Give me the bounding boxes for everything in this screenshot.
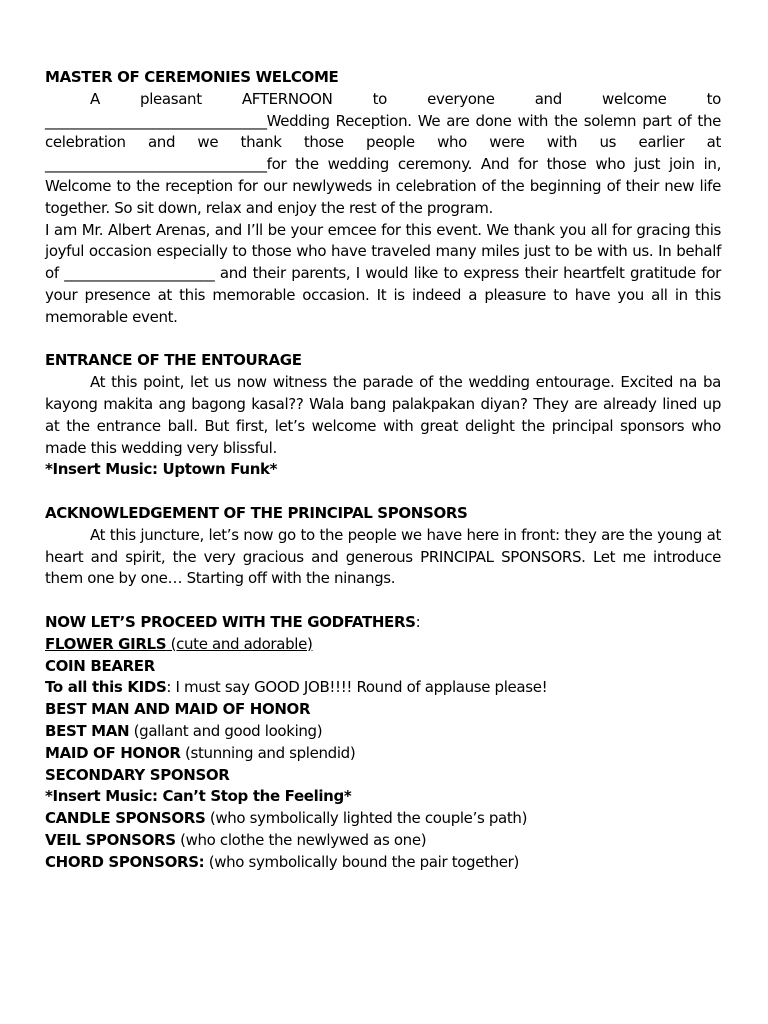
welcome-paragraph-1 <box>45 89 721 220</box>
section-heading-godfathers <box>45 612 721 634</box>
list-item-best-man-maid-of-honor <box>45 699 721 721</box>
section-heading-entrance: ENTRANCE OF THE ENTOURAGE <box>45 351 302 370</box>
section-heading-welcome: MASTER OF CEREMONIES WELCOME <box>45 68 339 86</box>
section-heading-acknowledgement: ACKNOWLEDGEMENT OF THE PRINCIPAL SPONSORS <box>45 503 468 522</box>
list-item-text: (cute and adorable) <box>166 634 313 653</box>
blank-line-2: _______________________________ <box>45 155 267 174</box>
list-item-flower-girls <box>45 634 721 656</box>
list-item-bold: COIN BEARER <box>45 656 155 675</box>
document-page <box>45 67 721 873</box>
list-item-bold: FLOWER GIRLS <box>45 634 167 653</box>
music-cue-cant-stop-the-feeling <box>45 786 721 808</box>
acknowledgement-paragraph: At this juncture, let’s now go to the people we have here in front: they are the young at heart and spirit, the very gracious and generous PRINCIPAL SPONSORS. Let me introduce them one by one… Starting off with the ninangs. <box>45 525 721 588</box>
spacer <box>45 481 721 503</box>
list-item-bold: CANDLE SPONSORS <box>45 809 206 828</box>
list-item-kids <box>45 677 721 699</box>
list-item-best-man <box>45 721 721 743</box>
list-item-bold: MAID OF HONOR <box>45 743 181 762</box>
list-item-veil-sponsors <box>45 830 721 852</box>
list-item-bold: BEST MAN AND MAID OF HONOR <box>45 700 311 719</box>
spacer <box>45 590 721 612</box>
godfathers-heading-colon: : <box>415 612 421 631</box>
welcome-paragraph-2 <box>45 220 721 329</box>
entrance-paragraph: At this point, let us now witness the parade of the wedding entourage. Excited na ba kayong makita ang bagong kasal?? Wala bang palakpakan diyan? They are already lined up at the entrance ball. But first, let’s welcome with great delight the principal sponsors who made this wedding very blissful. <box>45 373 721 457</box>
welcome-text-2: Wedding Reception. We are done with the solemn part of the celebration and we thank those people who were with us earlier at <box>45 111 721 152</box>
list-item-coin-bearer <box>45 656 721 678</box>
list-item-bold: SECONDARY SPONSOR <box>45 765 230 784</box>
list-item-chord-sponsors <box>45 852 721 874</box>
list-item-text: (stunning and splendid) <box>180 743 356 762</box>
list-item-bold: CHORD SPONSORS: <box>45 852 205 871</box>
list-item-text: (who symbolically lighted the couple’s path) <box>205 809 528 828</box>
list-item-bold: To all this KIDS <box>45 678 167 697</box>
welcome-text-3: for the wedding ceremony. And for those who just join in, Welcome to the reception for our newlyweds in celebration of the beginning of their new life together. So sit down, relax and enjoy the rest of the program. <box>45 155 721 217</box>
welcome-text-4: I am Mr. Albert Arenas, and I’ll be your emcee for this event. We thank you all for gracing this joyful occasion especially to those who have traveled many miles just to be with us. In behalf of <box>45 220 721 283</box>
list-item-secondary-sponsor <box>45 765 721 787</box>
list-item-maid-of-honor <box>45 743 721 765</box>
music-cue-uptown-funk: *Insert Music: Uptown Funk* <box>45 460 278 479</box>
welcome-line-1: A pleasant AFTERNOON to everyone and welcome to <box>90 89 721 108</box>
list-item-text: : I must say GOOD JOB!!!! Round of applause please! <box>166 678 548 697</box>
godfathers-heading-text: NOW LET’S PROCEED WITH THE GODFATHERS <box>45 612 416 631</box>
list-item-bold: BEST MAN <box>45 721 130 740</box>
list-item-text: (who symbolically bound the pair together) <box>204 852 519 871</box>
blank-line-3: _____________________ <box>64 264 215 283</box>
list-item-bold: VEIL SPONSORS <box>45 830 176 849</box>
list-item-bold: *Insert Music: Can’t Stop the Feeling* <box>45 787 352 806</box>
blank-line-1: _______________________________ <box>45 111 267 130</box>
list-item-text: (gallant and good looking) <box>129 721 323 740</box>
list-item-text: (who clothe the newlywed as one) <box>175 830 427 849</box>
welcome-text-5: and their parents, I would like to express their heartfelt gratitude for your presence at this memorable occasion. It is indeed a pleasure to have you all in this memorable event. <box>45 264 722 326</box>
list-item-candle-sponsors <box>45 808 721 830</box>
spacer <box>45 329 721 351</box>
